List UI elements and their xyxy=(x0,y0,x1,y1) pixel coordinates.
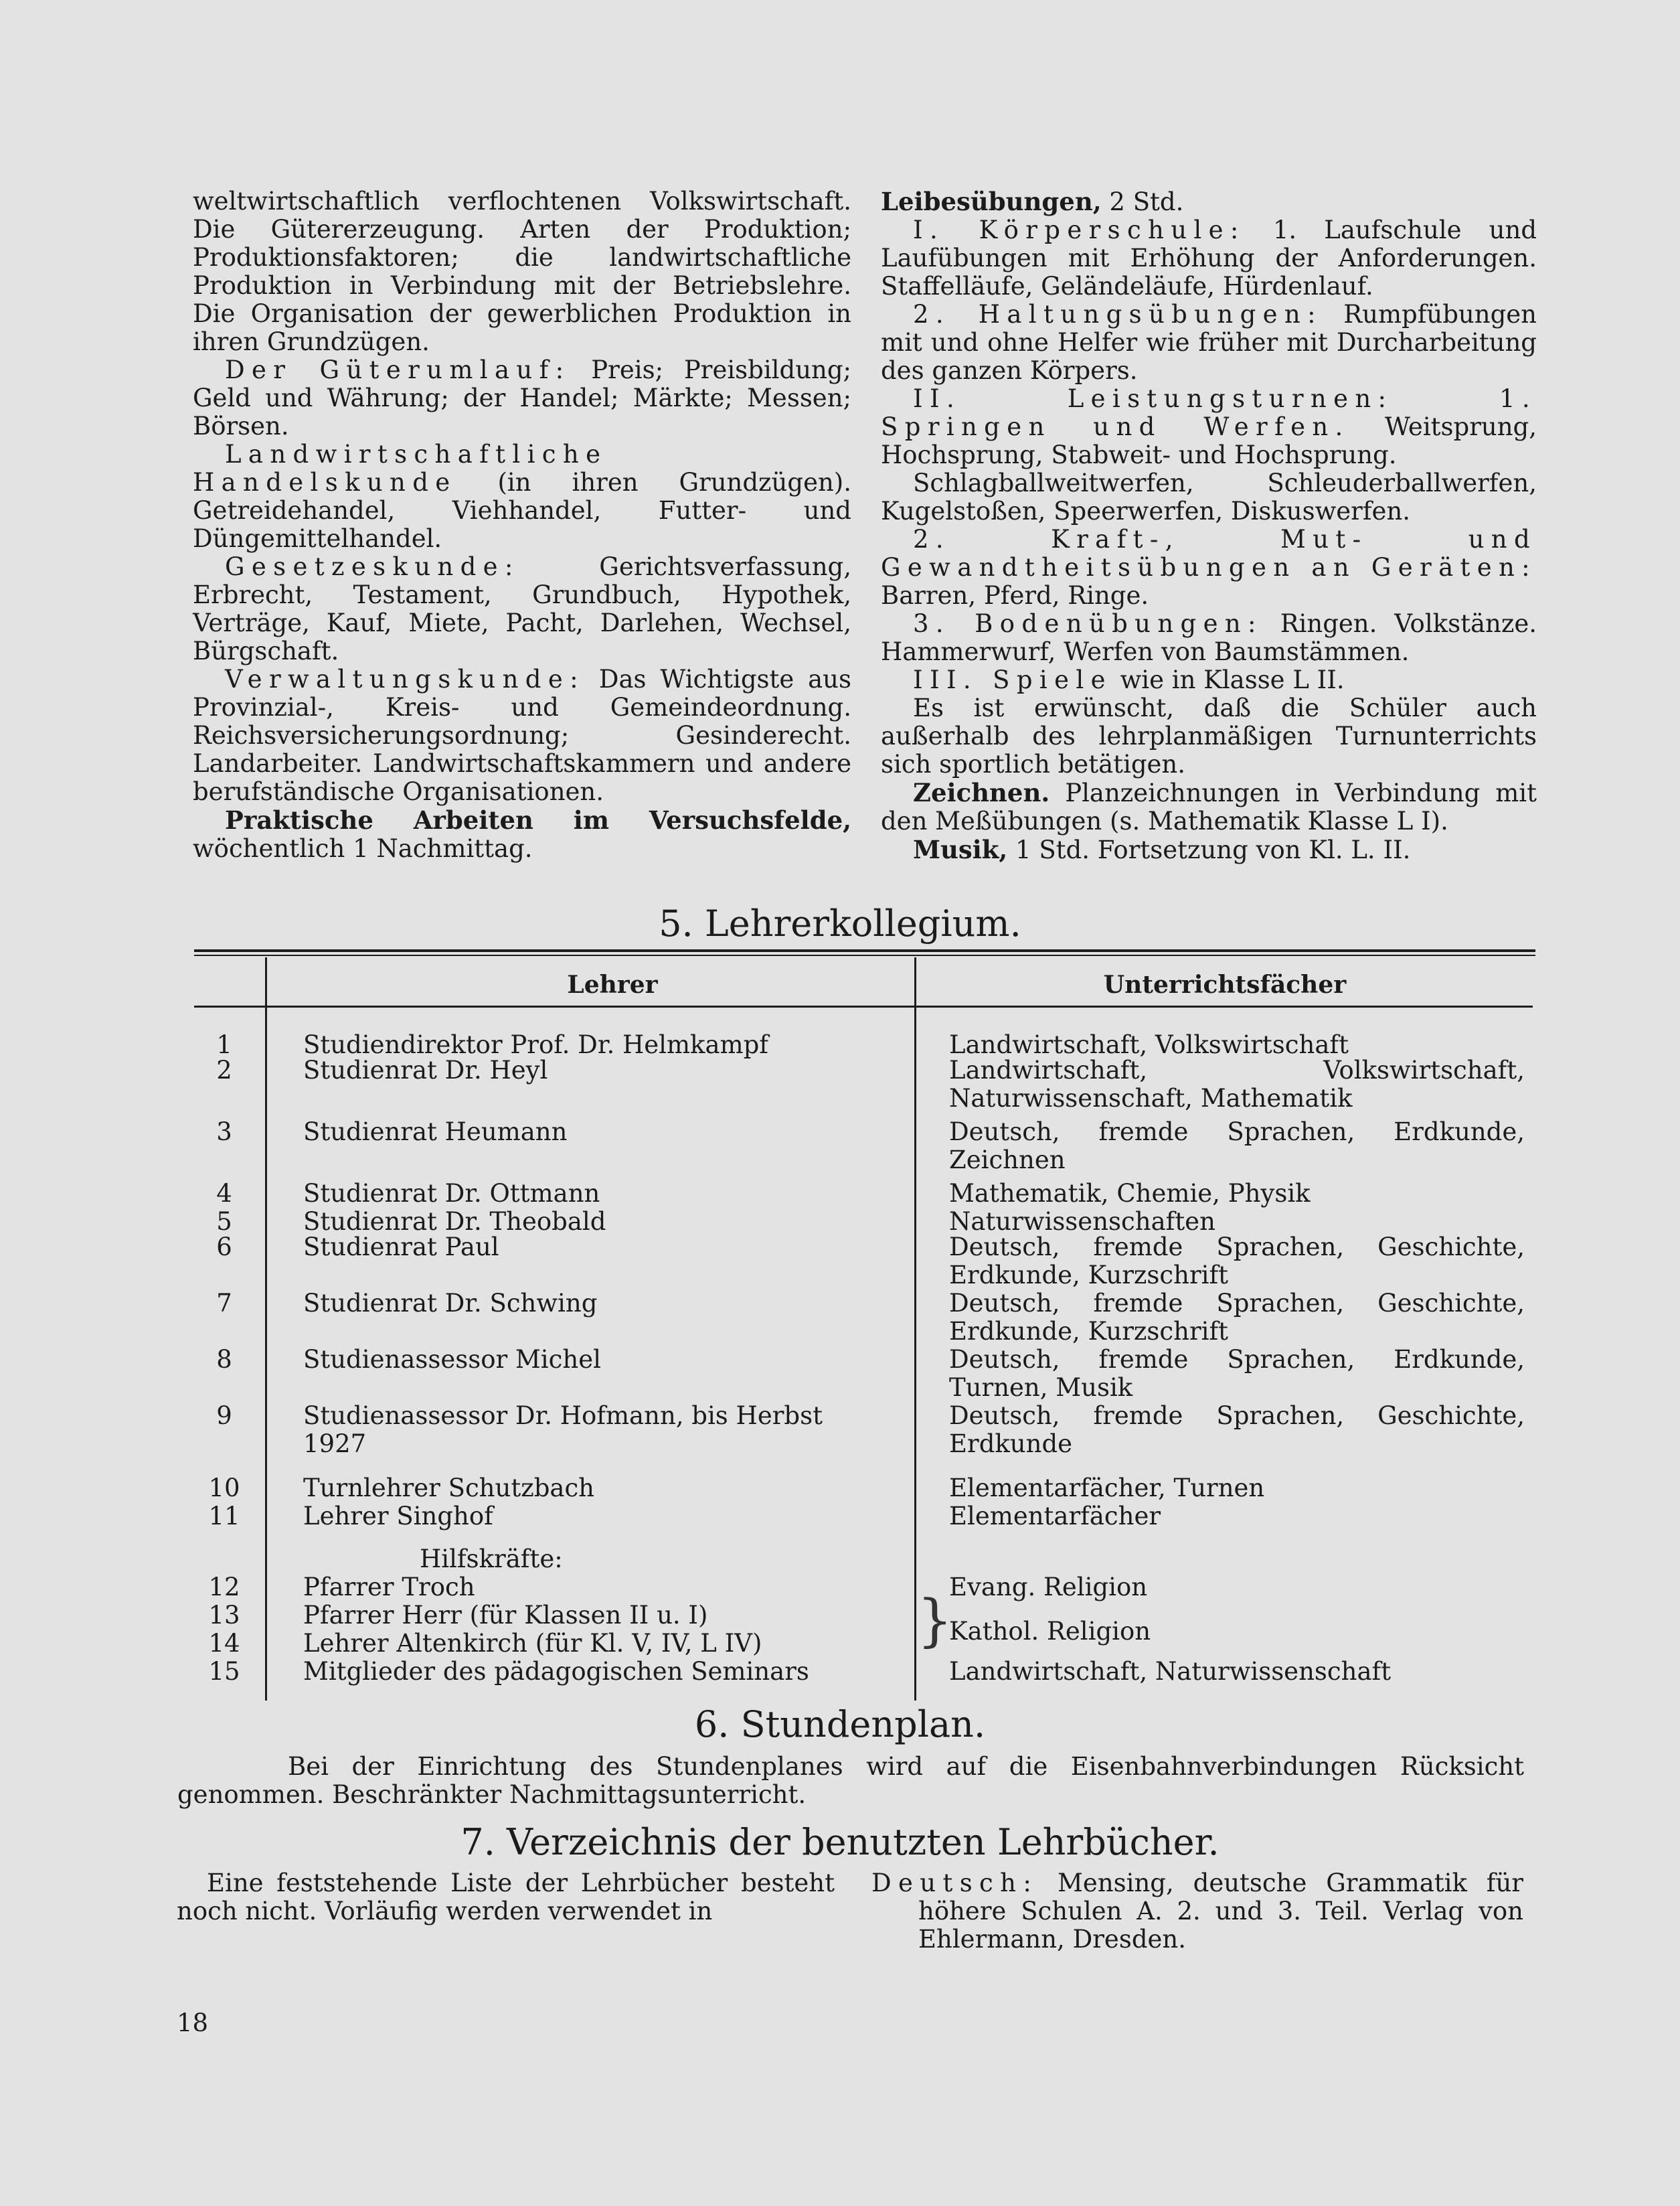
row-subjects: Elementarfächer, Turnen xyxy=(949,1474,1265,1502)
section-7-heading: 7. Verzeichnis der benutzten Lehrbücher. xyxy=(460,1821,1220,1863)
row-subjects: Landwirtschaft, Naturwissenschaft xyxy=(949,1657,1392,1686)
section-7-left-text: Eine feststehende Liste der Lehrbücher besteht noch nicht. Vorläufig werden verwendet in xyxy=(177,1869,835,1925)
left-paragraph-gueterumlauf: Der Güterumlauf: Preis; Preisbildung; Geld und Währung; der Handel; Märkte; Messen; Börsen. xyxy=(193,356,852,441)
term-gueterumlauf: Der Güterumlauf: xyxy=(225,356,571,384)
row-teacher: Pfarrer Troch xyxy=(303,1573,475,1601)
term-koerperschule: I. Körperschule: xyxy=(913,216,1246,244)
column-divider-number xyxy=(265,957,267,1701)
table-top-rule xyxy=(194,949,1535,952)
row-teacher: Mitglieder des pädagogischen Seminars xyxy=(303,1657,809,1686)
table-header xyxy=(194,957,1533,1011)
row-subjects: Elementarfächer xyxy=(949,1502,1161,1530)
row-subjects: Mathematik, Chemie, Physik xyxy=(949,1179,1311,1208)
row-number: 2 xyxy=(216,1056,232,1085)
term-geraete: 2. Kraft-, Mut- und Gewandtheitsübungen an Geräten: xyxy=(881,525,1537,582)
brace-glyph: } xyxy=(917,1587,953,1653)
row-number: 12 xyxy=(208,1573,240,1601)
row-teacher: Studienrat Dr. Ottmann xyxy=(303,1179,600,1208)
row-number: 3 xyxy=(216,1117,232,1146)
row-teacher: Lehrer Altenkirch (für Kl. V, IV, L IV) xyxy=(303,1629,762,1658)
row-subjects: Deutsch, fremde Sprachen, Geschichte, Erdkunde, Kurzschrift xyxy=(949,1289,1525,1346)
right-paragraph-werfen: Schlagballweitwerfen, Schleuderballwerfen, Kugelstoßen, Speerwerfen, Diskuswerfen. xyxy=(881,469,1537,526)
page-number: 18 xyxy=(177,2008,209,2037)
row-number: 6 xyxy=(216,1233,232,1261)
row-number: 1 xyxy=(216,1030,232,1059)
term-musik: Musik, xyxy=(913,835,1008,864)
row-teacher: Studiendirektor Prof. Dr. Helmkampf xyxy=(303,1030,768,1059)
left-column xyxy=(193,187,851,863)
left-paragraph-verwaltungskunde: Verwaltungskunde: Das Wichtigste aus Provinzial-, Kreis- und Gemeindeordnung. Reichsversicherungsordnung; Gesinderecht. Landarbeiter. Landwirtschaftskammern und andere berufständische Organisationen. xyxy=(193,665,851,806)
row-number: 5 xyxy=(216,1207,232,1236)
left-paragraph-praktische-arbeiten: Praktische Arbeiten im Versuchsfelde, wöchentlich 1 Nachmittag. xyxy=(193,805,851,863)
left-paragraph-gesetzeskunde: Gesetzeskunde: Gerichtsverfassung, Erbrecht, Testament, Grundbuch, Hypothek, Verträge, Kauf, Miete, Pacht, Darlehen, Wechsel, Bürgschaft. xyxy=(193,552,851,665)
row-number: 15 xyxy=(208,1657,240,1686)
term-bodenuebungen: 3. Bodenübungen: xyxy=(913,609,1263,638)
term-gesetzeskunde: Gesetzeskunde: xyxy=(225,552,520,581)
helpers-label: Hilfskräfte: xyxy=(420,1545,563,1573)
row-teacher: Turnlehrer Schutzbach xyxy=(303,1474,595,1502)
row-number: 9 xyxy=(216,1401,232,1430)
row-teacher: Lehrer Singhof xyxy=(303,1502,493,1530)
section-6-heading: 6. Stundenplan. xyxy=(694,1703,986,1745)
row-number: 4 xyxy=(216,1179,232,1208)
row-number: 7 xyxy=(216,1289,232,1318)
header-teacher: Lehrer xyxy=(567,971,658,999)
left-paragraph-economy: weltwirtschaftlich verflochtenen Volkswirtschaft. Die Gütererzeugung. Arten der Produktion; Produktionsfaktoren; die landwirtschaftliche Produktion in Verbindung mit der Betriebslehre. Die Organisation der gewerblichen Produktion in ihren Grundzügen. xyxy=(193,187,851,356)
table-top-rule-thin xyxy=(194,955,1535,956)
row-teacher: Studienassessor Dr. Hofmann, bis Herbst 1927 xyxy=(303,1401,823,1458)
term-verwaltungskunde: Verwaltungskunde: xyxy=(225,665,585,694)
row-teacher: Studienrat Dr. Heyl xyxy=(303,1056,548,1085)
row-teacher: Studienrat Paul xyxy=(303,1233,499,1261)
term-praktische-arbeiten: Praktische Arbeiten im Versuchsfelde, xyxy=(225,805,851,835)
term-handelskunde: Landwirtschaftliche Handelskunde xyxy=(193,440,608,497)
right-paragraph-bodenuebungen: 3. Bodenübungen: Ringen. Volkstänze. Hammerwurf, Werfen von Baumstämmen. xyxy=(881,609,1537,666)
right-paragraph-koerperschule: I. Körperschule: 1. Laufschule und Laufübungen mit Erhöhung der Anforderungen. Staffelläufe, Geländeläufe, Hürdenlauf. xyxy=(881,216,1537,301)
right-paragraph-spiele: III. Spiele wie in Klasse L II. xyxy=(913,665,1345,694)
row-subjects: Evang. Religion xyxy=(949,1573,1148,1601)
term-spiele: III. Spiele xyxy=(913,665,1112,694)
row-subjects: Landwirtschaft, Volkswirtschaft, Naturwissenschaft, Mathematik xyxy=(949,1056,1525,1113)
row-subjects: Landwirtschaft, Volkswirtschaft xyxy=(949,1030,1349,1059)
term-zeichnen: Zeichnen. xyxy=(913,778,1050,807)
right-paragraph-musik: Musik, 1 Std. Fortsetzung von Kl. L. II. xyxy=(913,835,1411,864)
row-teacher: Studienrat Heumann xyxy=(303,1117,568,1146)
right-paragraph-geraete: 2. Kraft-, Mut- und Gewandtheitsübungen an Geräten: Barren, Pferd, Ringe. xyxy=(881,525,1537,610)
term-deutsch: Deutsch: xyxy=(871,1869,1039,1897)
left-paragraph-handelskunde: Landwirtschaftliche Handelskunde (in ihren Grundzügen). Getreidehandel, Viehhandel, Futter- und Düngemittelhandel. xyxy=(193,440,851,553)
row-teacher: Pfarrer Herr (für Klassen II u. I) xyxy=(303,1601,708,1630)
right-paragraph-leistungsturnen: II. Leistungsturnen: 1. Springen und Werfen. Weitsprung, Hochsprung, Stabweit- und Hochsprung. xyxy=(881,384,1537,469)
term-leistungsturnen: II. Leistungsturnen: 1. Springen und Werfen. xyxy=(881,384,1537,441)
row-number: 10 xyxy=(208,1474,240,1502)
row-subjects: Deutsch, fremde Sprachen, Erdkunde, Turnen, Musik xyxy=(949,1345,1525,1402)
term-leibesuebungen: Leibesübungen, xyxy=(881,187,1102,216)
section-7-right-text: Deutsch: Mensing, deutsche Grammatik für höhere Schulen A. 2. und 3. Teil. Verlag von Ehlermann, Dresden. xyxy=(871,1869,1523,1954)
row-teacher: Studienassessor Michel xyxy=(303,1345,601,1374)
right-paragraph-leibesuebungen: Leibesübungen, 2 Std. xyxy=(881,187,1184,216)
row-subjects: Deutsch, fremde Sprachen, Geschichte, Erdkunde xyxy=(949,1401,1525,1458)
right-column xyxy=(881,187,1537,864)
right-paragraph-zeichnen: Zeichnen. Planzeichnungen in Verbindung mit den Meßübungen (s. Mathematik Klasse L I). xyxy=(881,778,1537,836)
right-paragraph-sport: Es ist erwünscht, daß die Schüler auch außerhalb des lehrplanmäßigen Turnunterrichts sich sportlich betätigen. xyxy=(881,694,1537,779)
term-haltungsuebungen: 2. Haltungsübungen: xyxy=(913,300,1323,329)
section-6-text: Bei der Einrichtung des Stundenplanes wird auf die Eisenbahnverbindungen Rücksicht genommen. Beschränkter Nachmittagsunterricht. xyxy=(177,1752,1524,1809)
row-number: 14 xyxy=(208,1629,240,1658)
row-subjects: Kathol. Religion xyxy=(949,1617,1151,1646)
section-5-heading: 5. Lehrerkollegium. xyxy=(659,902,1021,945)
row-teacher: Studienrat Dr. Schwing xyxy=(303,1289,598,1318)
row-subjects: Deutsch, fremde Sprachen, Erdkunde, Zeichnen xyxy=(949,1117,1525,1174)
row-number: 13 xyxy=(208,1601,240,1630)
header-bottom-rule xyxy=(194,1006,1533,1008)
row-subjects: Deutsch, fremde Sprachen, Geschichte, Erdkunde, Kurzschrift xyxy=(949,1233,1525,1289)
right-paragraph-haltungsuebungen: 2. Haltungsübungen: Rumpfübungen mit und ohne Helfer wie früher mit Durcharbeitung des ganzen Körpers. xyxy=(881,300,1537,385)
row-number: 8 xyxy=(216,1345,232,1374)
header-subjects: Unterrichtsfächer xyxy=(1103,971,1347,999)
row-subjects: Naturwissenschaften xyxy=(949,1207,1215,1236)
row-number: 11 xyxy=(208,1502,240,1530)
row-teacher: Studienrat Dr. Theobald xyxy=(303,1207,606,1236)
